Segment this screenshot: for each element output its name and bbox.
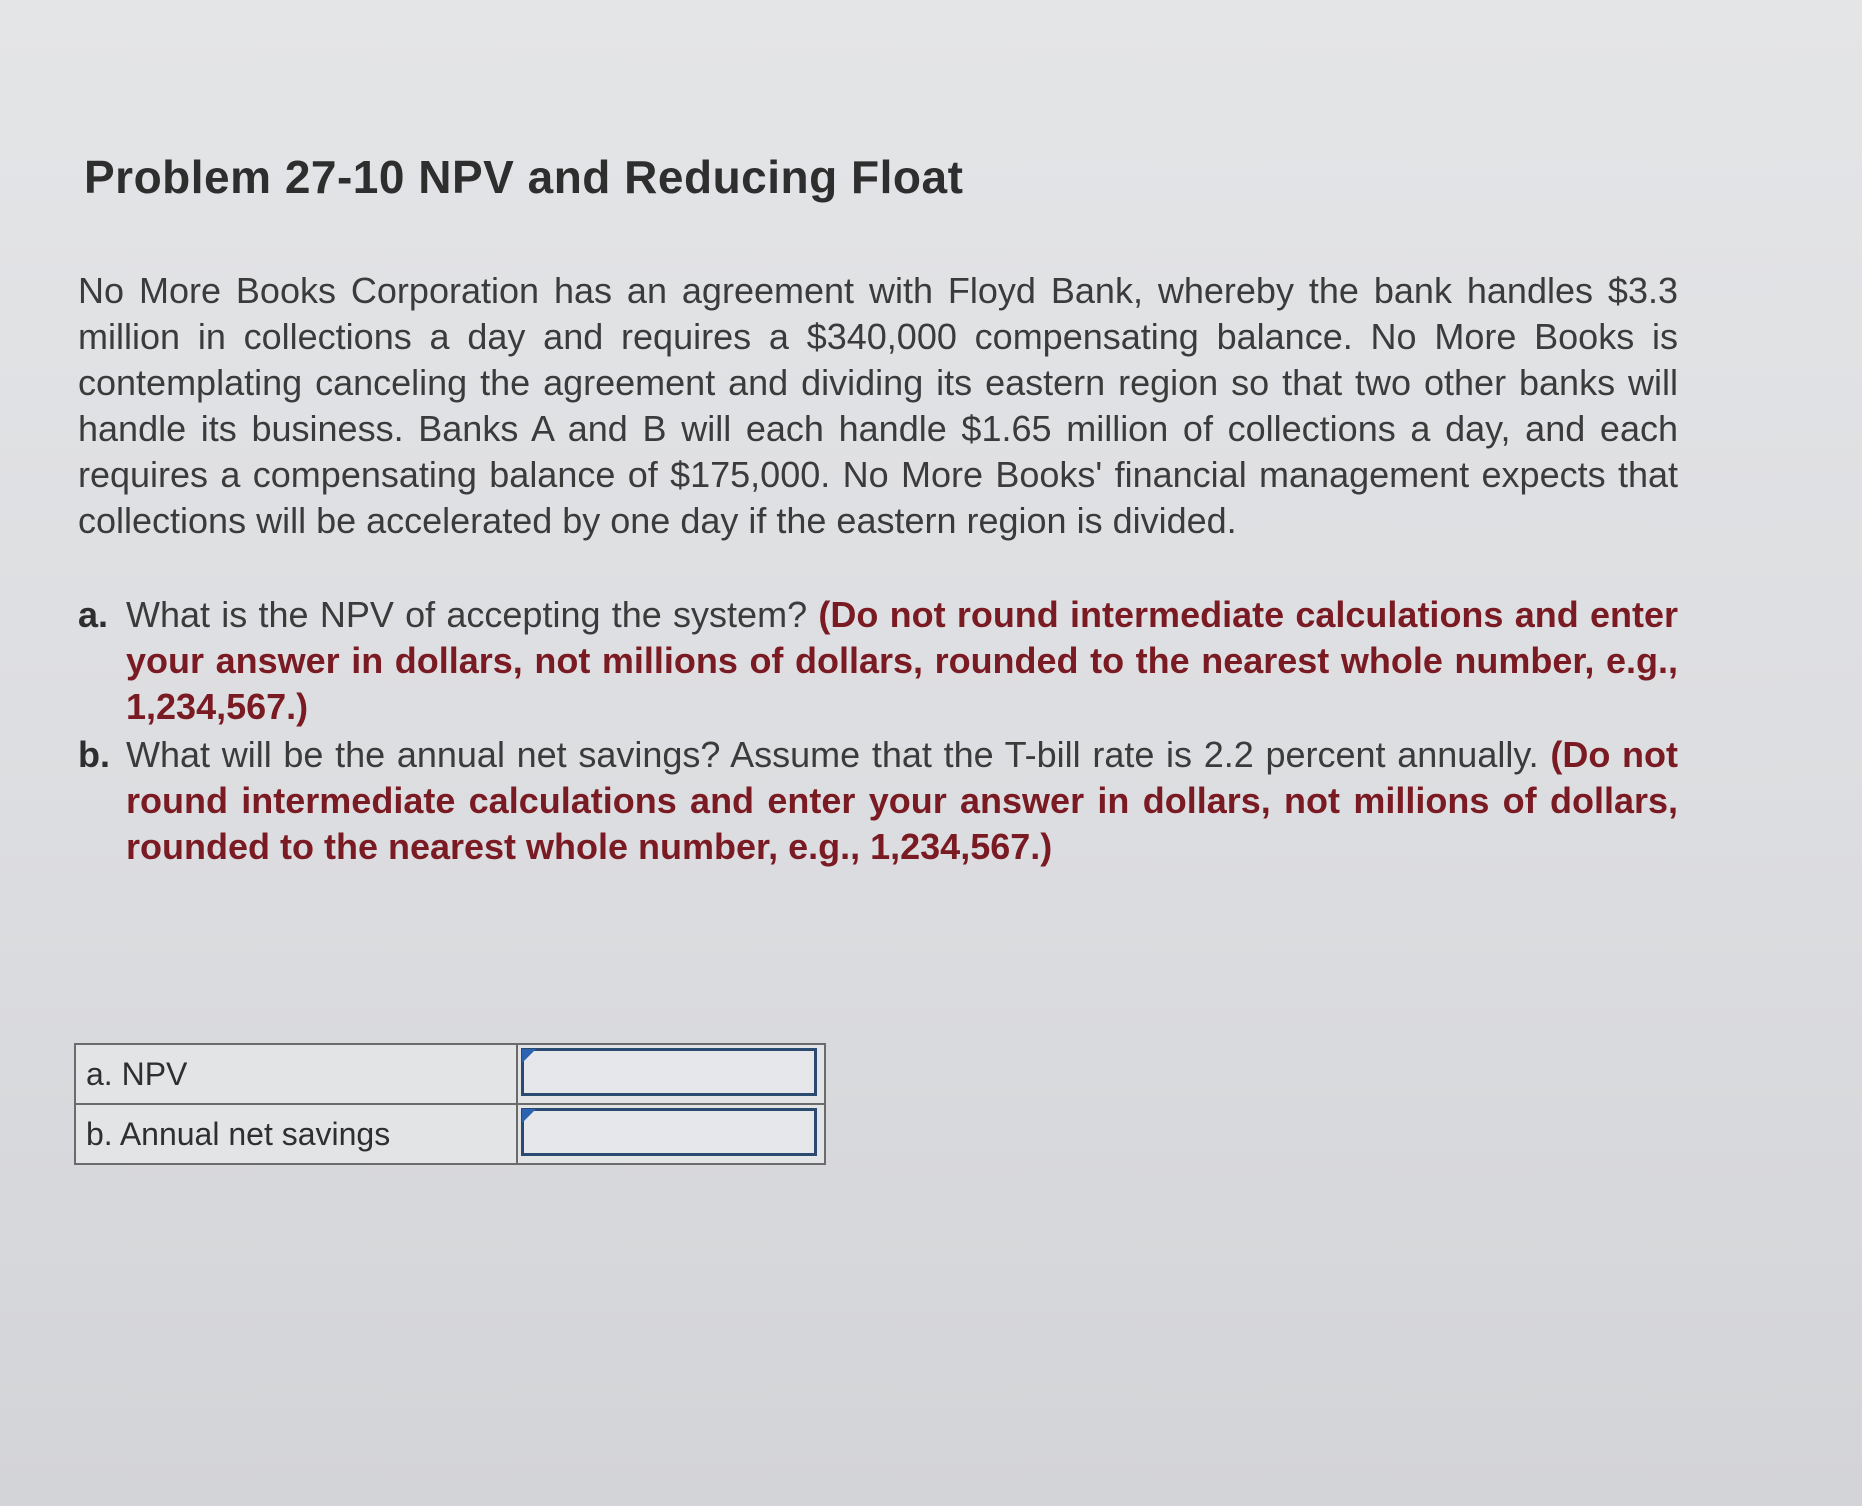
question-b-letter: b. <box>78 734 110 775</box>
question-b-prompt: What will be the annual net savings? Assume that the T-bill rate is 2.2 percent annually. <box>126 734 1539 775</box>
npv-label: a. NPV <box>75 1044 517 1104</box>
savings-input[interactable] <box>521 1108 817 1156</box>
question-b <box>78 732 1678 870</box>
npv-input-cell <box>517 1044 825 1104</box>
question-a-letter: a. <box>78 594 109 635</box>
problem-intro: No More Books Corporation has an agreement with Floyd Bank, whereby the bank handles $3.3 million in collections a day and requires a $340,000 compensating balance. No More Books is contemplating canceling the agreement and dividing its eastern region so that two other banks will handle its business. Banks A and B will each handle $1.65 million of collections a day, and each requires a compensating balance of $175,000. No More Books' financial management expects that collections will be accelerated by one day if the eastern region is divided. <box>78 270 1678 541</box>
npv-input[interactable] <box>521 1048 817 1096</box>
question-b-text <box>126 732 1678 870</box>
problem-title: Problem 27-10 NPV and Reducing Float <box>84 151 964 203</box>
question-a-text <box>126 592 1678 730</box>
answer-row-savings <box>75 1104 825 1164</box>
answer-table <box>74 1043 826 1165</box>
question-a-prompt: What is the NPV of accepting the system? <box>126 594 808 635</box>
answer-row-npv <box>75 1044 825 1104</box>
question-b-hint: (Do not round intermediate calculations and enter your answer in dollars, not millions of dollars, rounded to the nearest whole number, e.g., 1,234,567.) <box>126 734 1678 867</box>
savings-label: b. Annual net savings <box>75 1104 517 1164</box>
question-a-hint: (Do not round intermediate calculations and enter your answer in dollars, not millions of dollars, rounded to the nearest whole number, e.g., 1,234,567.) <box>126 594 1678 727</box>
question-a <box>78 592 1678 730</box>
savings-input-cell <box>517 1104 825 1164</box>
question-list <box>78 592 1678 870</box>
problem-content <box>78 150 1678 872</box>
